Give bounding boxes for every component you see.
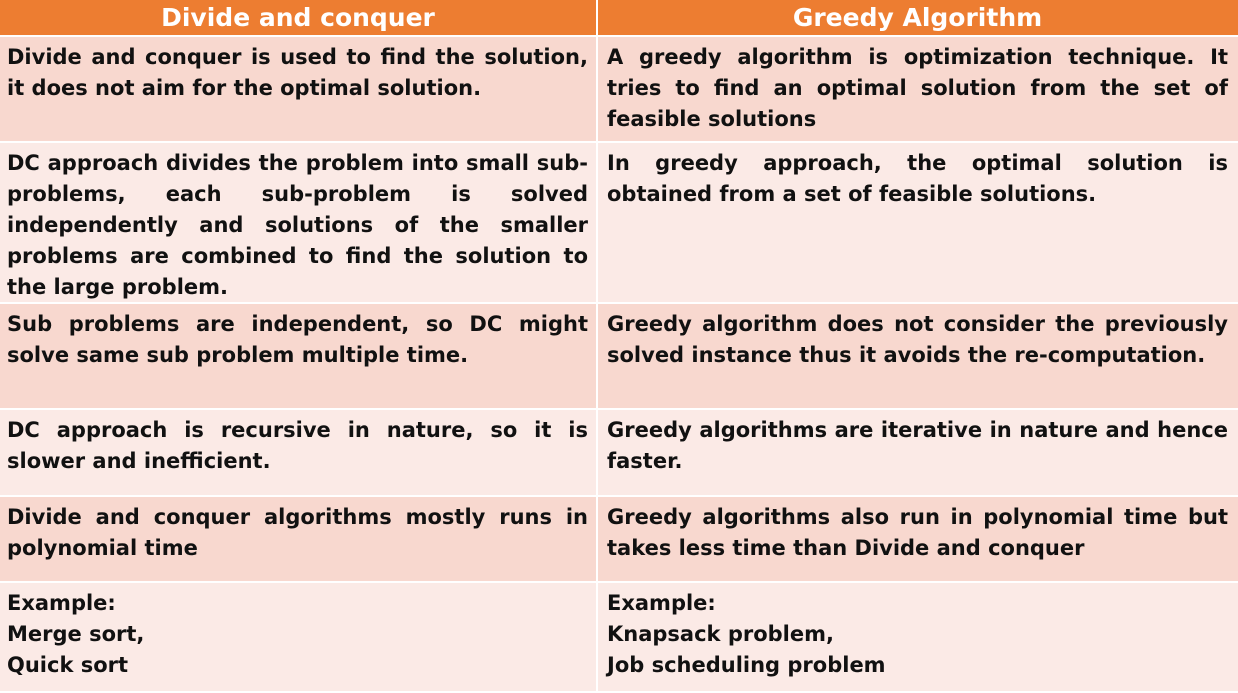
table-cell-greedy-examples bbox=[598, 583, 1238, 693]
example-item: Merge sort, bbox=[7, 622, 145, 646]
column-header-greedy-algorithm: Greedy Algorithm bbox=[598, 0, 1238, 37]
example-label: Example: bbox=[7, 591, 116, 615]
example-item: Quick sort bbox=[7, 653, 129, 677]
table-cell-greedy-row-1: A greedy algorithm is optimization technique. It tries to find an optimal solution from the set of feasible solutions bbox=[598, 37, 1238, 143]
table-cell-greedy-row-5: Greedy algorithms also run in polynomial time but takes less time than Divide and conquer bbox=[598, 497, 1238, 583]
table-cell-greedy-row-4: Greedy algorithms are iterative in nature and hence faster. bbox=[598, 410, 1238, 497]
table-cell-dc-row-1: Divide and conquer is used to find the solution, it does not aim for the optimal solution. bbox=[0, 37, 598, 143]
example-item: Knapsack problem, bbox=[607, 622, 834, 646]
table-cell-dc-row-5: Divide and conquer algorithms mostly runs in polynomial time bbox=[0, 497, 598, 583]
table-cell-greedy-row-2: In greedy approach, the optimal solution is obtained from a set of feasible solutions. bbox=[598, 143, 1238, 304]
table-cell-dc-examples bbox=[0, 583, 598, 693]
table-cell-greedy-row-3: Greedy algorithm does not consider the previously solved instance thus it avoids the re-computation. bbox=[598, 304, 1238, 410]
column-header-divide-and-conquer: Divide and conquer bbox=[0, 0, 598, 37]
table-cell-dc-row-3: Sub problems are independent, so DC might solve same sub problem multiple time. bbox=[0, 304, 598, 410]
table-cell-dc-row-2: DC approach divides the problem into small sub-problems, each sub-problem is solved independently and solutions of the smaller problems are combined to find the solution to the large problem. bbox=[0, 143, 598, 304]
example-item: Job scheduling problem bbox=[607, 653, 886, 677]
example-label: Example: bbox=[607, 591, 716, 615]
table-cell-dc-row-4: DC approach is recursive in nature, so it is slower and inefficient. bbox=[0, 410, 598, 497]
